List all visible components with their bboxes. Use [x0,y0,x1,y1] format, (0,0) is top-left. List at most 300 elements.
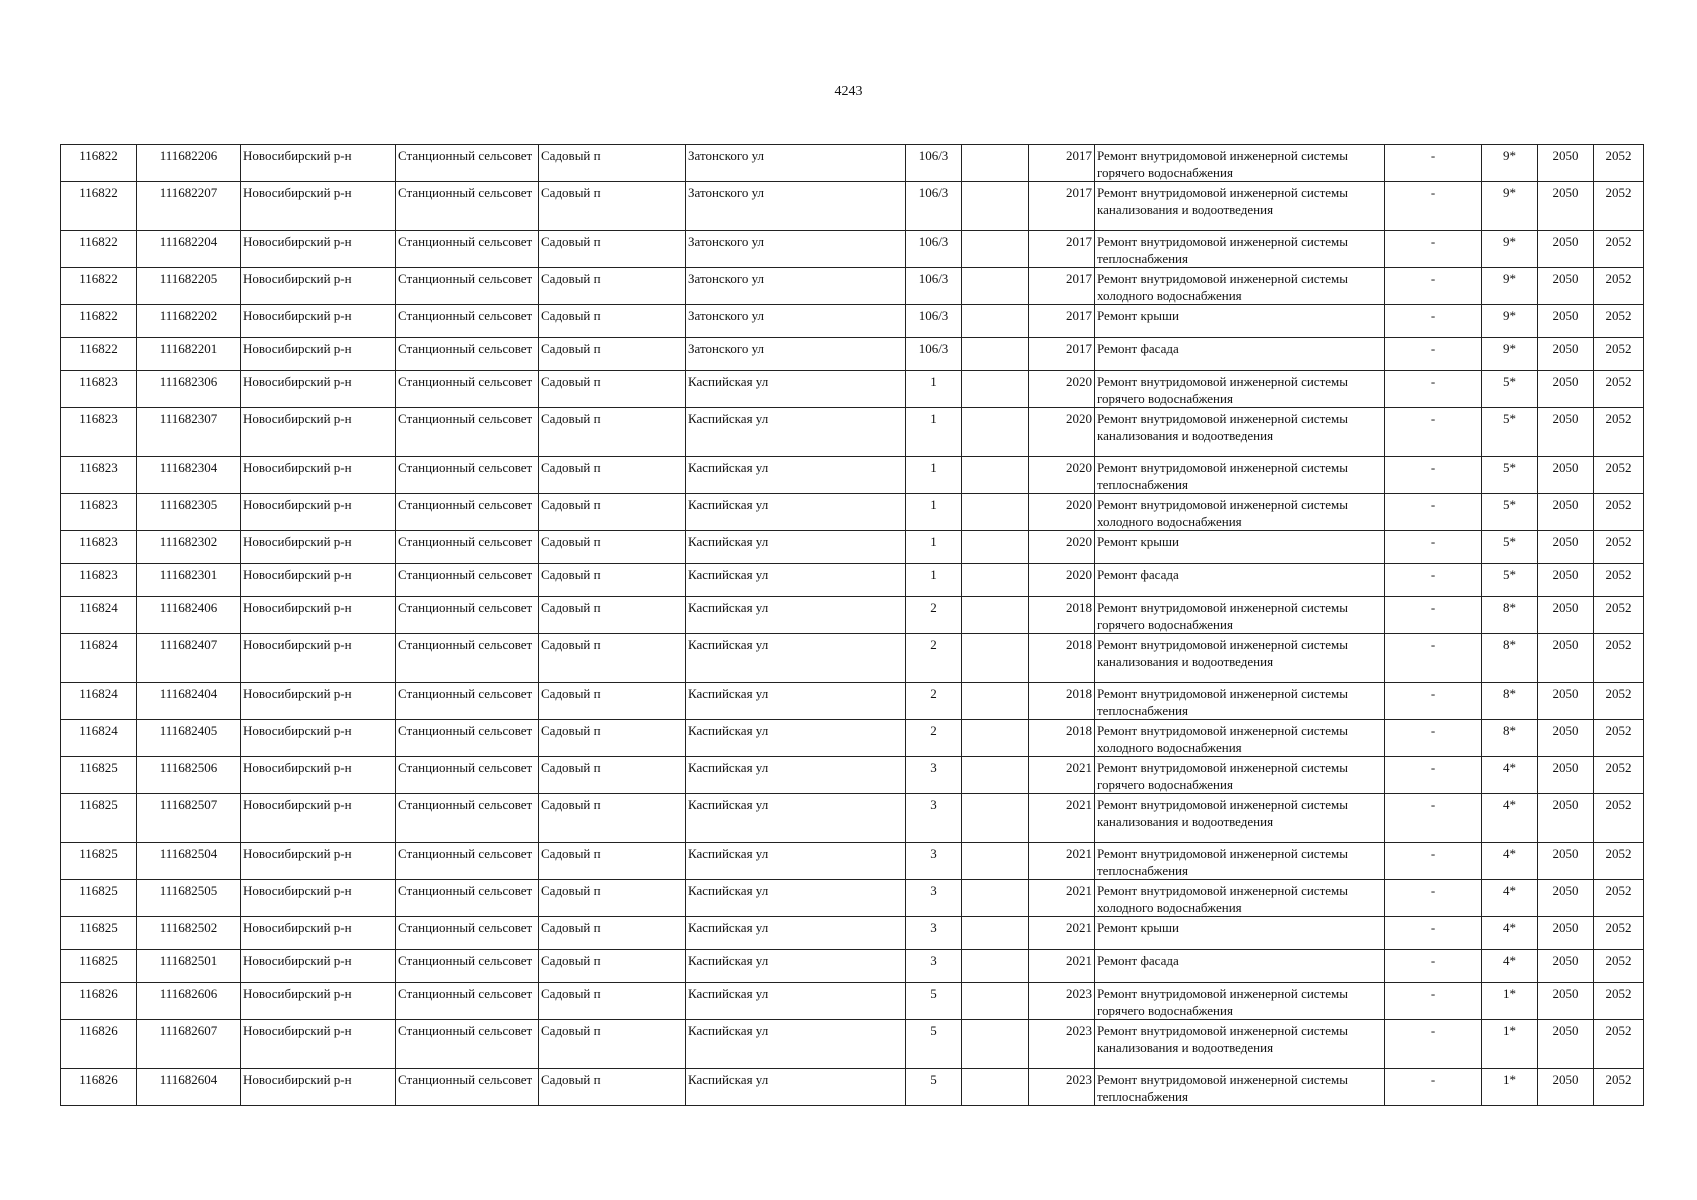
plan-end-cell: 2052 [1594,917,1644,950]
note-cell: - [1385,983,1482,1020]
plan-end-cell: 2052 [1594,268,1644,305]
locality-cell: Садовый п [539,1020,686,1069]
year-cell: 2020 [1029,531,1095,564]
building-cell [962,720,1029,757]
building-cell [962,917,1029,950]
house-id-cell: 116824 [61,634,137,683]
work-type-cell: Ремонт внутридомовой инженерной системы холодного водоснабжения [1095,880,1385,917]
table-row [61,983,1644,1020]
street-cell: Каспийская ул [686,564,906,597]
plan-start-cell: 2050 [1538,268,1594,305]
house-number-cell: 1 [906,408,962,457]
work-type-cell: Ремонт внутридомовой инженерной системы горячего водоснабжения [1095,145,1385,182]
street-cell: Затонского ул [686,182,906,231]
settlement-cell: Станционный сельсовет [396,843,539,880]
table-row [61,843,1644,880]
plan-start-cell: 2050 [1538,1020,1594,1069]
plan-start-cell: 2050 [1538,182,1594,231]
street-cell: Каспийская ул [686,880,906,917]
plan-start-cell: 2050 [1538,720,1594,757]
note-cell: - [1385,597,1482,634]
house-number-cell: 1 [906,494,962,531]
year-cell: 2017 [1029,268,1095,305]
street-cell: Каспийская ул [686,843,906,880]
floors-cell: 9* [1482,338,1538,371]
year-cell: 2017 [1029,145,1095,182]
district-cell: Новосибирский р-н [241,917,396,950]
year-cell: 2018 [1029,720,1095,757]
settlement-cell: Станционный сельсовет [396,880,539,917]
street-cell: Каспийская ул [686,794,906,843]
note-cell: - [1385,880,1482,917]
settlement-cell: Станционный сельсовет [396,408,539,457]
work-id-cell: 111682201 [137,338,241,371]
table-row [61,917,1644,950]
house-id-cell: 116824 [61,597,137,634]
table-row [61,683,1644,720]
note-cell: - [1385,268,1482,305]
settlement-cell: Станционный сельсовет [396,720,539,757]
work-type-cell: Ремонт внутридомовой инженерной системы теплоснабжения [1095,457,1385,494]
plan-start-cell: 2050 [1538,531,1594,564]
note-cell: - [1385,917,1482,950]
settlement-cell: Станционный сельсовет [396,634,539,683]
work-type-cell: Ремонт внутридомовой инженерной системы горячего водоснабжения [1095,371,1385,408]
building-cell [962,408,1029,457]
district-cell: Новосибирский р-н [241,1069,396,1106]
table-row [61,950,1644,983]
year-cell: 2020 [1029,408,1095,457]
building-cell [962,182,1029,231]
floors-cell: 4* [1482,880,1538,917]
street-cell: Затонского ул [686,231,906,268]
district-cell: Новосибирский р-н [241,494,396,531]
settlement-cell: Станционный сельсовет [396,268,539,305]
house-id-cell: 116823 [61,408,137,457]
locality-cell: Садовый п [539,720,686,757]
work-type-cell: Ремонт внутридомовой инженерной системы холодного водоснабжения [1095,268,1385,305]
district-cell: Новосибирский р-н [241,683,396,720]
work-id-cell: 111682307 [137,408,241,457]
plan-start-cell: 2050 [1538,843,1594,880]
building-cell [962,231,1029,268]
floors-cell: 5* [1482,494,1538,531]
work-type-cell: Ремонт внутридомовой инженерной системы канализования и водоотведения [1095,794,1385,843]
plan-end-cell: 2052 [1594,843,1644,880]
work-type-cell: Ремонт внутридомовой инженерной системы теплоснабжения [1095,231,1385,268]
street-cell: Затонского ул [686,268,906,305]
floors-cell: 1* [1482,1069,1538,1106]
locality-cell: Садовый п [539,794,686,843]
table-row [61,794,1644,843]
house-id-cell: 116825 [61,880,137,917]
note-cell: - [1385,1020,1482,1069]
work-type-cell: Ремонт внутридомовой инженерной системы холодного водоснабжения [1095,494,1385,531]
house-number-cell: 106/3 [906,338,962,371]
table-row [61,305,1644,338]
house-number-cell: 3 [906,950,962,983]
floors-cell: 8* [1482,683,1538,720]
street-cell: Каспийская ул [686,683,906,720]
house-number-cell: 5 [906,983,962,1020]
locality-cell: Садовый п [539,457,686,494]
work-type-cell: Ремонт внутридомовой инженерной системы канализования и водоотведения [1095,634,1385,683]
district-cell: Новосибирский р-н [241,950,396,983]
floors-cell: 5* [1482,371,1538,408]
plan-end-cell: 2052 [1594,371,1644,408]
district-cell: Новосибирский р-н [241,597,396,634]
house-number-cell: 106/3 [906,145,962,182]
table-row [61,564,1644,597]
plan-end-cell: 2052 [1594,1020,1644,1069]
building-cell [962,145,1029,182]
work-id-cell: 111682306 [137,371,241,408]
work-type-cell: Ремонт внутридомовой инженерной системы холодного водоснабжения [1095,720,1385,757]
table-row [61,1069,1644,1106]
settlement-cell: Станционный сельсовет [396,917,539,950]
floors-cell: 9* [1482,182,1538,231]
note-cell: - [1385,531,1482,564]
plan-end-cell: 2052 [1594,880,1644,917]
house-number-cell: 2 [906,634,962,683]
settlement-cell: Станционный сельсовет [396,305,539,338]
year-cell: 2023 [1029,1069,1095,1106]
street-cell: Каспийская ул [686,757,906,794]
plan-end-cell: 2052 [1594,720,1644,757]
street-cell: Каспийская ул [686,634,906,683]
work-id-cell: 111682506 [137,757,241,794]
floors-cell: 5* [1482,408,1538,457]
street-cell: Затонского ул [686,305,906,338]
work-type-cell: Ремонт внутридомовой инженерной системы теплоснабжения [1095,683,1385,720]
plan-end-cell: 2052 [1594,634,1644,683]
building-cell [962,338,1029,371]
house-id-cell: 116823 [61,371,137,408]
floors-cell: 5* [1482,457,1538,494]
settlement-cell: Станционный сельсовет [396,145,539,182]
floors-cell: 8* [1482,634,1538,683]
registry-rows [61,145,1644,1106]
work-type-cell: Ремонт внутридомовой инженерной системы горячего водоснабжения [1095,983,1385,1020]
work-type-cell: Ремонт фасада [1095,564,1385,597]
house-id-cell: 116824 [61,683,137,720]
house-id-cell: 116824 [61,720,137,757]
year-cell: 2020 [1029,371,1095,408]
plan-start-cell: 2050 [1538,231,1594,268]
street-cell: Каспийская ул [686,597,906,634]
street-cell: Каспийская ул [686,1020,906,1069]
street-cell: Каспийская ул [686,950,906,983]
district-cell: Новосибирский р-н [241,794,396,843]
year-cell: 2020 [1029,564,1095,597]
house-id-cell: 116825 [61,950,137,983]
work-id-cell: 111682501 [137,950,241,983]
floors-cell: 4* [1482,950,1538,983]
table-row [61,597,1644,634]
plan-end-cell: 2052 [1594,1069,1644,1106]
floors-cell: 9* [1482,305,1538,338]
district-cell: Новосибирский р-н [241,338,396,371]
floors-cell: 9* [1482,268,1538,305]
house-id-cell: 116826 [61,983,137,1020]
note-cell: - [1385,305,1482,338]
house-number-cell: 3 [906,757,962,794]
work-type-cell: Ремонт крыши [1095,305,1385,338]
locality-cell: Садовый п [539,408,686,457]
locality-cell: Садовый п [539,843,686,880]
year-cell: 2018 [1029,634,1095,683]
district-cell: Новосибирский р-н [241,843,396,880]
work-id-cell: 111682205 [137,268,241,305]
plan-start-cell: 2050 [1538,338,1594,371]
settlement-cell: Станционный сельсовет [396,950,539,983]
work-type-cell: Ремонт внутридомовой инженерной системы канализования и водоотведения [1095,182,1385,231]
house-id-cell: 116822 [61,145,137,182]
house-id-cell: 116825 [61,917,137,950]
work-type-cell: Ремонт внутридомовой инженерной системы канализования и водоотведения [1095,408,1385,457]
note-cell: - [1385,794,1482,843]
work-id-cell: 111682301 [137,564,241,597]
house-id-cell: 116826 [61,1069,137,1106]
house-id-cell: 116823 [61,494,137,531]
street-cell: Каспийская ул [686,531,906,564]
work-id-cell: 111682305 [137,494,241,531]
house-number-cell: 5 [906,1020,962,1069]
building-cell [962,494,1029,531]
year-cell: 2021 [1029,757,1095,794]
district-cell: Новосибирский р-н [241,145,396,182]
note-cell: - [1385,182,1482,231]
street-cell: Затонского ул [686,338,906,371]
floors-cell: 9* [1482,145,1538,182]
house-number-cell: 2 [906,720,962,757]
locality-cell: Садовый п [539,371,686,408]
note-cell: - [1385,843,1482,880]
note-cell: - [1385,683,1482,720]
work-type-cell: Ремонт внутридомовой инженерной системы горячего водоснабжения [1095,757,1385,794]
house-id-cell: 116822 [61,338,137,371]
work-id-cell: 111682405 [137,720,241,757]
note-cell: - [1385,757,1482,794]
street-cell: Каспийская ул [686,457,906,494]
table-row [61,880,1644,917]
settlement-cell: Станционный сельсовет [396,182,539,231]
house-id-cell: 116823 [61,531,137,564]
work-id-cell: 111682604 [137,1069,241,1106]
house-number-cell: 2 [906,597,962,634]
house-number-cell: 106/3 [906,231,962,268]
year-cell: 2017 [1029,338,1095,371]
building-cell [962,371,1029,408]
house-number-cell: 5 [906,1069,962,1106]
floors-cell: 8* [1482,720,1538,757]
table-row [61,338,1644,371]
locality-cell: Садовый п [539,338,686,371]
house-number-cell: 2 [906,683,962,720]
plan-end-cell: 2052 [1594,564,1644,597]
table-row [61,634,1644,683]
district-cell: Новосибирский р-н [241,408,396,457]
floors-cell: 4* [1482,917,1538,950]
table-row [61,145,1644,182]
house-number-cell: 106/3 [906,268,962,305]
locality-cell: Садовый п [539,564,686,597]
floors-cell: 1* [1482,983,1538,1020]
plan-start-cell: 2050 [1538,494,1594,531]
plan-end-cell: 2052 [1594,597,1644,634]
building-cell [962,457,1029,494]
note-cell: - [1385,371,1482,408]
house-id-cell: 116822 [61,182,137,231]
work-id-cell: 111682505 [137,880,241,917]
street-cell: Каспийская ул [686,371,906,408]
house-number-cell: 1 [906,371,962,408]
locality-cell: Садовый п [539,182,686,231]
house-id-cell: 116825 [61,757,137,794]
locality-cell: Садовый п [539,597,686,634]
work-id-cell: 111682504 [137,843,241,880]
house-id-cell: 116825 [61,843,137,880]
building-cell [962,794,1029,843]
work-id-cell: 111682404 [137,683,241,720]
building-cell [962,843,1029,880]
floors-cell: 8* [1482,597,1538,634]
plan-start-cell: 2050 [1538,305,1594,338]
work-id-cell: 111682502 [137,917,241,950]
house-number-cell: 3 [906,880,962,917]
house-number-cell: 106/3 [906,182,962,231]
plan-end-cell: 2052 [1594,683,1644,720]
year-cell: 2018 [1029,683,1095,720]
year-cell: 2023 [1029,983,1095,1020]
district-cell: Новосибирский р-н [241,231,396,268]
plan-start-cell: 2050 [1538,1069,1594,1106]
table-row [61,268,1644,305]
plan-end-cell: 2052 [1594,531,1644,564]
year-cell: 2023 [1029,1020,1095,1069]
house-number-cell: 3 [906,794,962,843]
street-cell: Каспийская ул [686,917,906,950]
registry-table [60,144,1644,1106]
plan-start-cell: 2050 [1538,597,1594,634]
note-cell: - [1385,720,1482,757]
table-row [61,457,1644,494]
plan-end-cell: 2052 [1594,408,1644,457]
plan-end-cell: 2052 [1594,757,1644,794]
year-cell: 2020 [1029,494,1095,531]
house-id-cell: 116823 [61,564,137,597]
house-id-cell: 116825 [61,794,137,843]
plan-end-cell: 2052 [1594,494,1644,531]
note-cell: - [1385,1069,1482,1106]
year-cell: 2017 [1029,182,1095,231]
settlement-cell: Станционный сельсовет [396,1020,539,1069]
work-id-cell: 111682304 [137,457,241,494]
plan-end-cell: 2052 [1594,338,1644,371]
building-cell [962,757,1029,794]
district-cell: Новосибирский р-н [241,457,396,494]
plan-end-cell: 2052 [1594,950,1644,983]
year-cell: 2017 [1029,305,1095,338]
note-cell: - [1385,457,1482,494]
plan-end-cell: 2052 [1594,182,1644,231]
year-cell: 2021 [1029,917,1095,950]
district-cell: Новосибирский р-н [241,720,396,757]
settlement-cell: Станционный сельсовет [396,371,539,408]
locality-cell: Садовый п [539,1069,686,1106]
table-row [61,720,1644,757]
table-row [61,757,1644,794]
locality-cell: Садовый п [539,917,686,950]
year-cell: 2021 [1029,794,1095,843]
plan-end-cell: 2052 [1594,794,1644,843]
note-cell: - [1385,564,1482,597]
locality-cell: Садовый п [539,494,686,531]
locality-cell: Садовый п [539,231,686,268]
street-cell: Каспийская ул [686,494,906,531]
street-cell: Каспийская ул [686,983,906,1020]
locality-cell: Садовый п [539,268,686,305]
locality-cell: Садовый п [539,880,686,917]
building-cell [962,305,1029,338]
floors-cell: 1* [1482,1020,1538,1069]
settlement-cell: Станционный сельсовет [396,794,539,843]
district-cell: Новосибирский р-н [241,757,396,794]
work-id-cell: 111682406 [137,597,241,634]
work-type-cell: Ремонт крыши [1095,917,1385,950]
settlement-cell: Станционный сельсовет [396,564,539,597]
work-id-cell: 111682407 [137,634,241,683]
work-id-cell: 111682202 [137,305,241,338]
building-cell [962,634,1029,683]
settlement-cell: Станционный сельсовет [396,983,539,1020]
table-row [61,408,1644,457]
plan-start-cell: 2050 [1538,757,1594,794]
year-cell: 2017 [1029,231,1095,268]
table-row [61,494,1644,531]
plan-end-cell: 2052 [1594,305,1644,338]
work-type-cell: Ремонт фасада [1095,950,1385,983]
plan-end-cell: 2052 [1594,145,1644,182]
year-cell: 2018 [1029,597,1095,634]
floors-cell: 5* [1482,531,1538,564]
building-cell [962,597,1029,634]
district-cell: Новосибирский р-н [241,634,396,683]
plan-start-cell: 2050 [1538,917,1594,950]
plan-end-cell: 2052 [1594,457,1644,494]
building-cell [962,531,1029,564]
district-cell: Новосибирский р-н [241,531,396,564]
plan-start-cell: 2050 [1538,634,1594,683]
settlement-cell: Станционный сельсовет [396,231,539,268]
locality-cell: Садовый п [539,983,686,1020]
year-cell: 2021 [1029,843,1095,880]
plan-start-cell: 2050 [1538,950,1594,983]
house-id-cell: 116826 [61,1020,137,1069]
plan-start-cell: 2050 [1538,983,1594,1020]
work-id-cell: 111682302 [137,531,241,564]
building-cell [962,683,1029,720]
house-number-cell: 3 [906,917,962,950]
plan-start-cell: 2050 [1538,794,1594,843]
year-cell: 2021 [1029,950,1095,983]
plan-start-cell: 2050 [1538,880,1594,917]
settlement-cell: Станционный сельсовет [396,1069,539,1106]
district-cell: Новосибирский р-н [241,305,396,338]
street-cell: Каспийская ул [686,720,906,757]
plan-start-cell: 2050 [1538,683,1594,720]
table-row [61,1020,1644,1069]
